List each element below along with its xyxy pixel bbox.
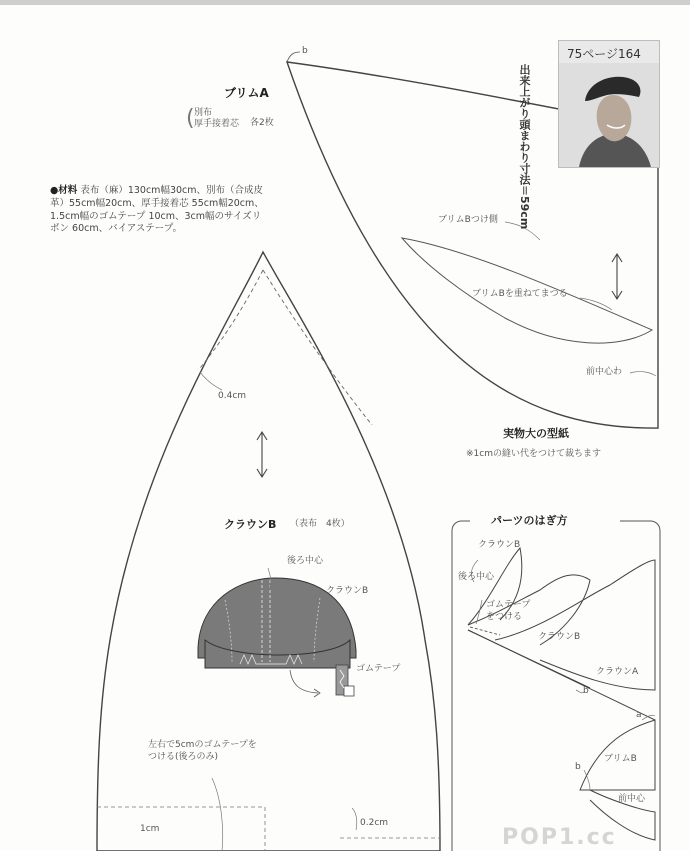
parts-a-1: a	[636, 710, 642, 720]
finished-size: 出来上がり頭まわり寸法＝59cm	[518, 64, 531, 230]
crown-b-title: クラウンB	[224, 518, 277, 531]
back-center-label: 後ろ中心	[287, 556, 324, 566]
seam-note: ※1cmの縫い代をつけて裁ちます	[466, 449, 601, 459]
brim-a-title: ブリムA	[224, 86, 269, 100]
parts-crown-b-2: クラウンB	[538, 632, 581, 642]
parts-crown-b-1: クラウンB	[478, 540, 521, 550]
parts-back-center: 後ろ中心	[458, 572, 495, 582]
parts-elastic-1: ゴムテープ	[486, 600, 531, 610]
b-mark-top: b	[302, 46, 308, 56]
parts-elastic-2: をつける	[486, 612, 523, 622]
materials-text	[50, 185, 270, 236]
person-photo-icon	[559, 63, 659, 167]
brim-b-overlap-label: ブリムBを重ねてまつる	[472, 289, 568, 299]
allowance-02: 0.2cm	[360, 818, 389, 828]
parts-crown-a: クラウンA	[596, 667, 639, 677]
front-center-label: 前中心わ	[586, 367, 623, 377]
crown-b-qty: （表布 4枚）	[290, 519, 350, 529]
paren-icon: (	[186, 106, 195, 131]
one-cm-label: 1cm	[140, 824, 160, 834]
parts-title: パーツのはぎ方	[485, 512, 574, 528]
model-photo	[558, 40, 660, 168]
brim-b-join-label: ブリムBつけ側	[438, 215, 498, 225]
allowance-04: 0.4cm	[218, 391, 247, 401]
watermark: POP1.cc	[502, 825, 617, 850]
parts-b-2: b	[575, 762, 581, 772]
brim-a-sub	[186, 106, 240, 131]
parts-front-center: 前中心	[618, 794, 646, 804]
page-ref: 75ページ164	[567, 47, 641, 61]
parts-b-1: b	[583, 686, 589, 696]
materials-lead: ●材料	[50, 185, 78, 196]
elastic-note-1: 左右で5cmのゴムテープを	[148, 740, 257, 750]
full-size-title: 実物大の型紙	[503, 427, 569, 440]
brim-a-qty: 各2枚	[250, 118, 274, 128]
brim-a-fabric: 別布	[194, 108, 213, 118]
crown-b-label: クラウンB	[326, 586, 369, 596]
materials-body: 表布（麻）130cm幅30cm、別布（合成皮革）55cm幅20cm、厚手接着芯 55cm幅20cm、1.5cm幅のゴムテープ 10cm、3cm幅のサイズリボン 60cm、バイアステープ。	[50, 185, 264, 235]
elastic-label: ゴムテープ	[356, 664, 401, 674]
brim-a-interfacing: 厚手接着芯	[194, 118, 240, 129]
elastic-note-2: つける(後ろのみ)	[148, 752, 219, 762]
parts-brim-b: ブリムB	[604, 754, 637, 764]
